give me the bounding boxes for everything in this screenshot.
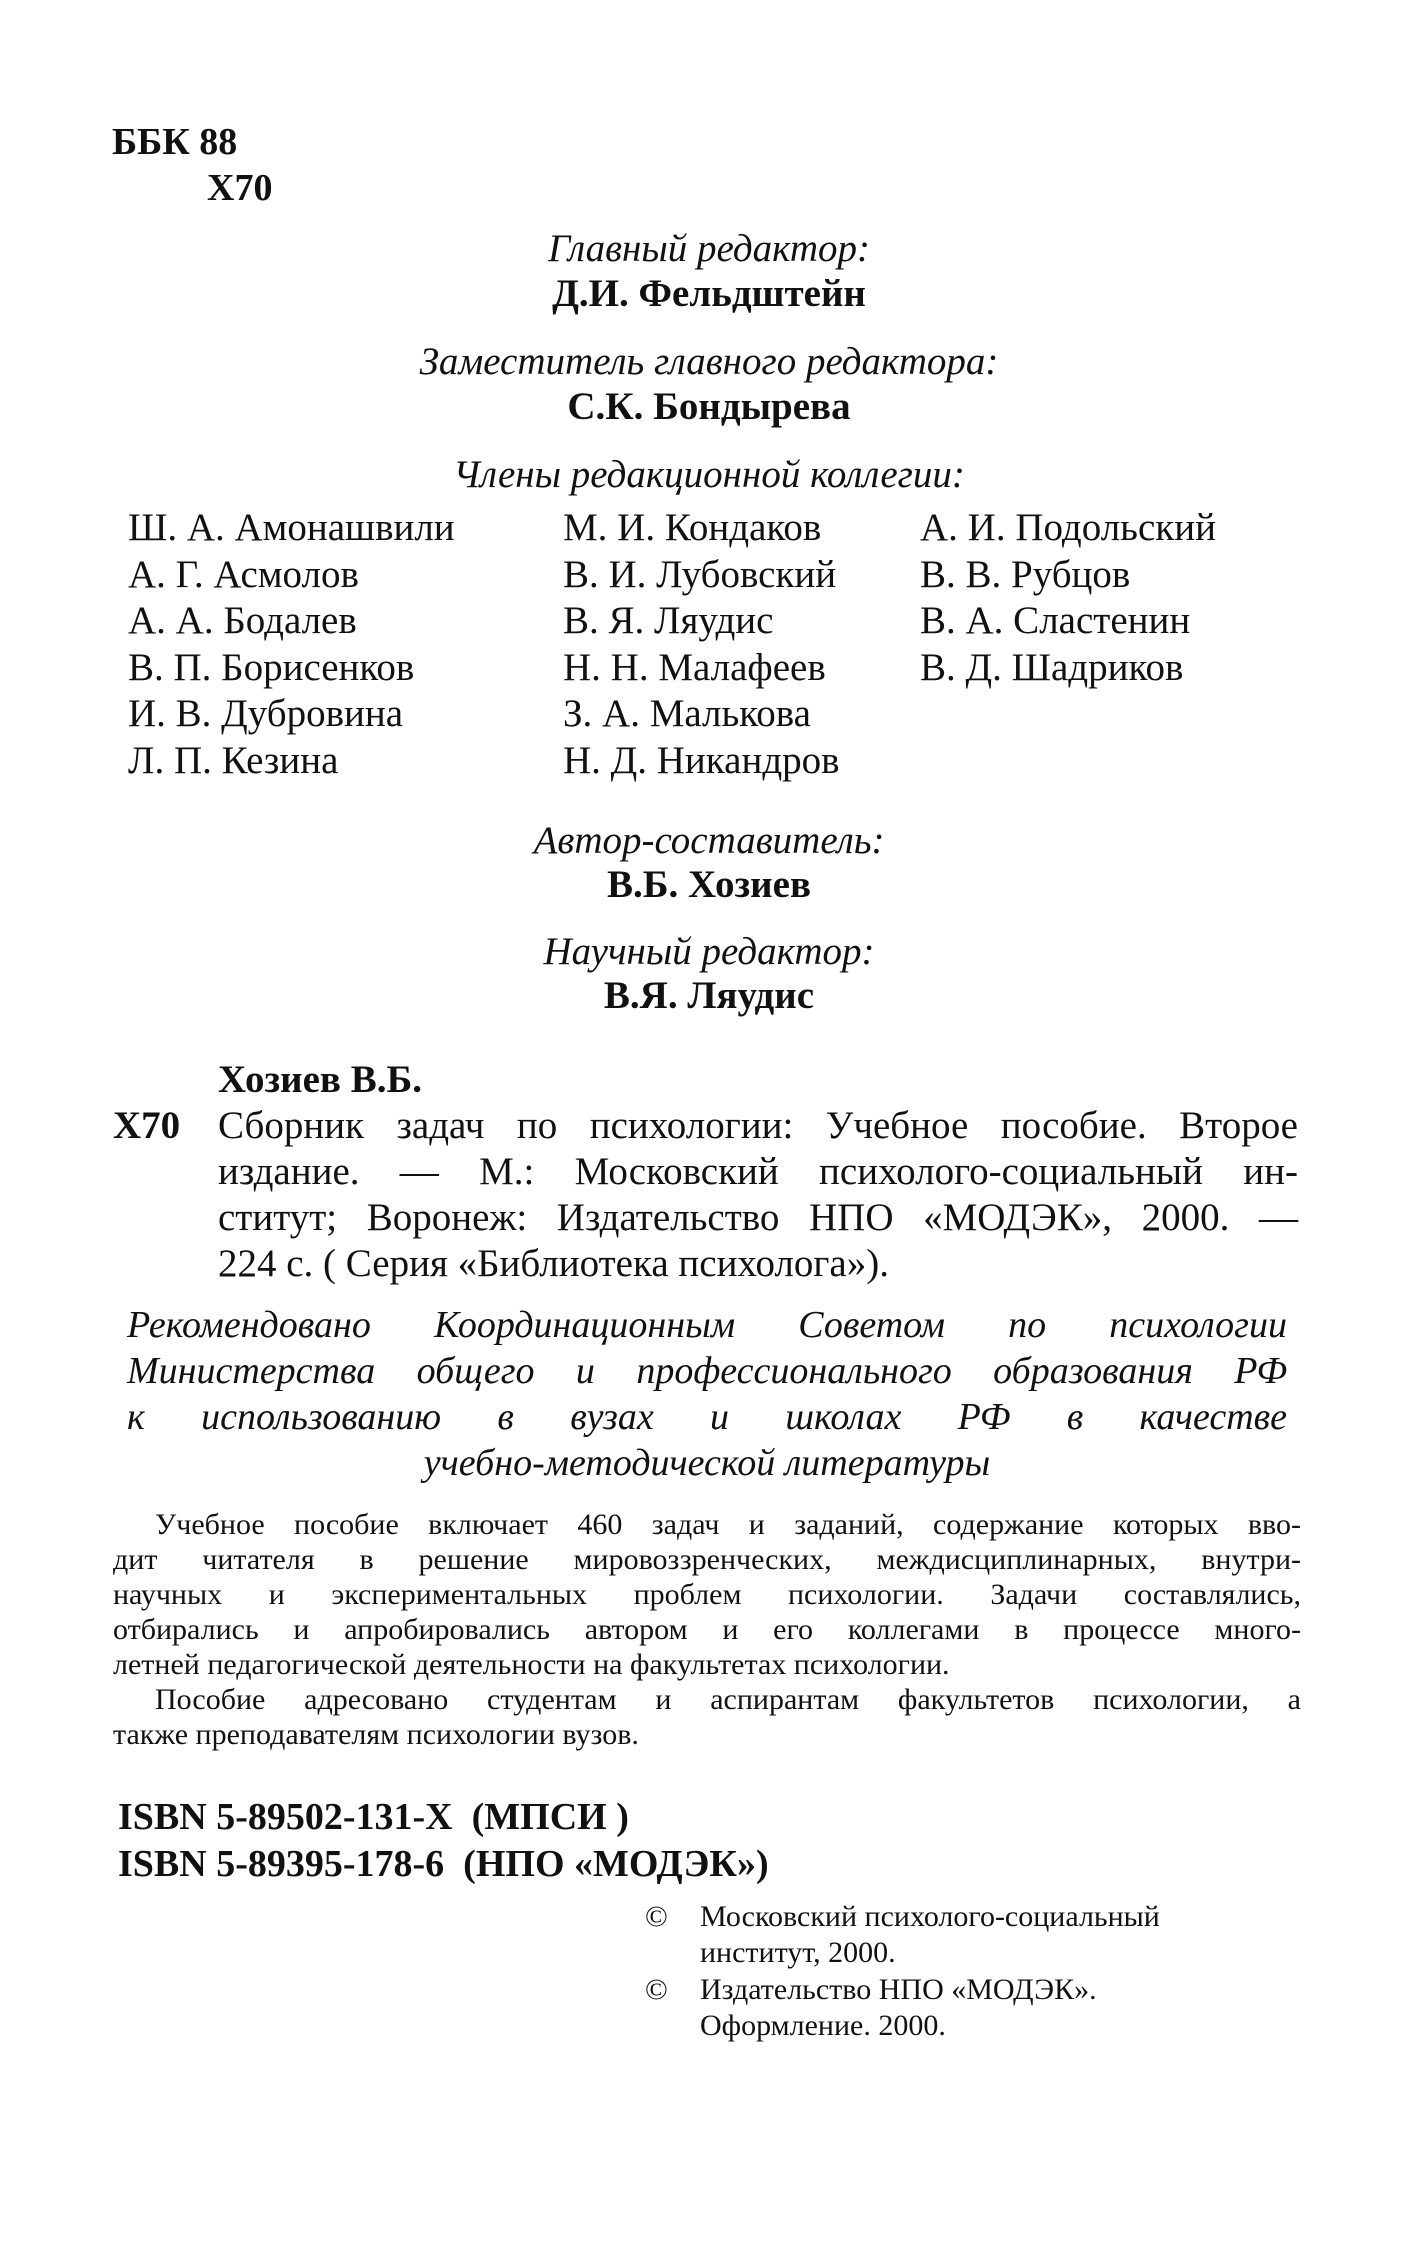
board-member: В. П. Борисенков — [128, 645, 415, 689]
board-column-2 — [563, 505, 840, 784]
chief-editor-name: Д.И. Фельдштейн — [552, 272, 866, 315]
science-editor-name: В.Я. Ляудис — [603, 974, 815, 1017]
bib-description — [218, 1103, 1298, 1287]
board-member: В. Я. Ляудис — [563, 599, 774, 642]
board-member: А. И. Подольский — [920, 506, 1216, 549]
annotation-line: Пособие адресовано студентам и аспирантам факультетов психологии, а — [155, 1683, 1301, 1716]
annotation-line: также преподавателям психологии вузов. — [113, 1718, 639, 1751]
board-member: Ш. А. Амонашвили — [128, 506, 455, 549]
annotation-line: отбирались и апробировались автором и его коллегами в процессе много- — [113, 1613, 1301, 1646]
board-member: З. А. Малькова — [563, 692, 811, 735]
recommend-line: Рекомендовано Координационным Советом по психологии — [127, 1304, 1287, 1346]
recommend-line: учебно-методической литературы — [423, 1442, 991, 1484]
copyright-1-line-2: институт, 2000. — [700, 1936, 896, 1969]
recommend-line: Министерства общего и профессионального образования РФ — [127, 1350, 1287, 1392]
board-member: Н. Д. Никандров — [563, 738, 840, 782]
board-member: В. И. Лубовский — [563, 552, 837, 596]
board-member: В. Д. Шадриков — [920, 645, 1184, 689]
bbk-index: Х70 — [207, 167, 273, 209]
chief-editor-label: Главный редактор: — [548, 227, 870, 270]
copyright-1-line-1: Московский психолого-социальный — [700, 1900, 1160, 1933]
board-column-3 — [920, 505, 1216, 691]
annotation — [113, 1507, 1301, 1752]
annotation-line: научных и экспериментальных проблем психологии. Задачи составлялись, — [113, 1578, 1301, 1611]
copyright-icon: © — [645, 1973, 668, 2006]
board-member: А. Г. Асмолов — [128, 552, 359, 596]
recommendation — [127, 1302, 1287, 1486]
board-label: Члены редакционной коллегии: — [453, 453, 965, 496]
annotation-line: Учебное пособие включает 460 задач и заданий, содержание которых вво- — [155, 1508, 1301, 1541]
copyright-icon: © — [645, 1900, 668, 1933]
bib-line: Сборник задач по психологии: Учебное пособие. Второе — [218, 1104, 1298, 1147]
board-member: И. В. Дубровина — [128, 692, 404, 735]
board-column-1 — [128, 505, 455, 784]
copyright-2-line-2: Оформление. 2000. — [700, 2009, 946, 2042]
isbn-line-2: ISBN 5-89395-178-6 (НПО «МОДЭК») — [118, 1843, 769, 1885]
compiler-label: Автор-составитель: — [533, 819, 885, 862]
deputy-editor-name: С.К. Бондырева — [567, 385, 851, 428]
bib-line: ститут; Воронеж: Издательство НПО «МОДЭК», 2000. — — [218, 1196, 1298, 1239]
bbk-code: ББК 88 — [112, 121, 238, 163]
bib-line: издание. — М.: Московский психолого-социальный ин- — [218, 1150, 1298, 1193]
board-member: Н. Н. Малафеев — [563, 645, 826, 689]
bib-index: Х70 — [113, 1104, 181, 1147]
board-member: Л. П. Кезина — [128, 738, 339, 782]
bib-author: Хозиев В.Б. — [218, 1058, 423, 1101]
isbn-line-1: ISBN 5-89502-131-X (МПСИ ) — [118, 1796, 629, 1838]
annotation-line: летней педагогической деятельности на факультетах психологии. — [113, 1648, 950, 1681]
board-member: В. В. Рубцов — [920, 552, 1131, 596]
deputy-editor-label: Заместитель главного редактора: — [419, 340, 999, 383]
recommend-line: к использованию в вузах и школах РФ в качестве — [127, 1396, 1287, 1438]
compiler-name: В.Б. Хозиев — [606, 863, 812, 906]
board-member: А. А. Бодалев — [128, 599, 357, 642]
copyright-2-line-1: Издательство НПО «МОДЭК». — [700, 1973, 1097, 2006]
science-editor-label: Научный редактор: — [543, 930, 875, 973]
board-member: В. А. Сластенин — [920, 599, 1191, 642]
annotation-line: дит читателя в решение мировоззренческих, междисциплинарных, внутри- — [113, 1543, 1301, 1576]
board-member: М. И. Кондаков — [563, 506, 822, 549]
bib-line: 224 с. ( Серия «Библиотека психолога»). — [218, 1242, 889, 1285]
